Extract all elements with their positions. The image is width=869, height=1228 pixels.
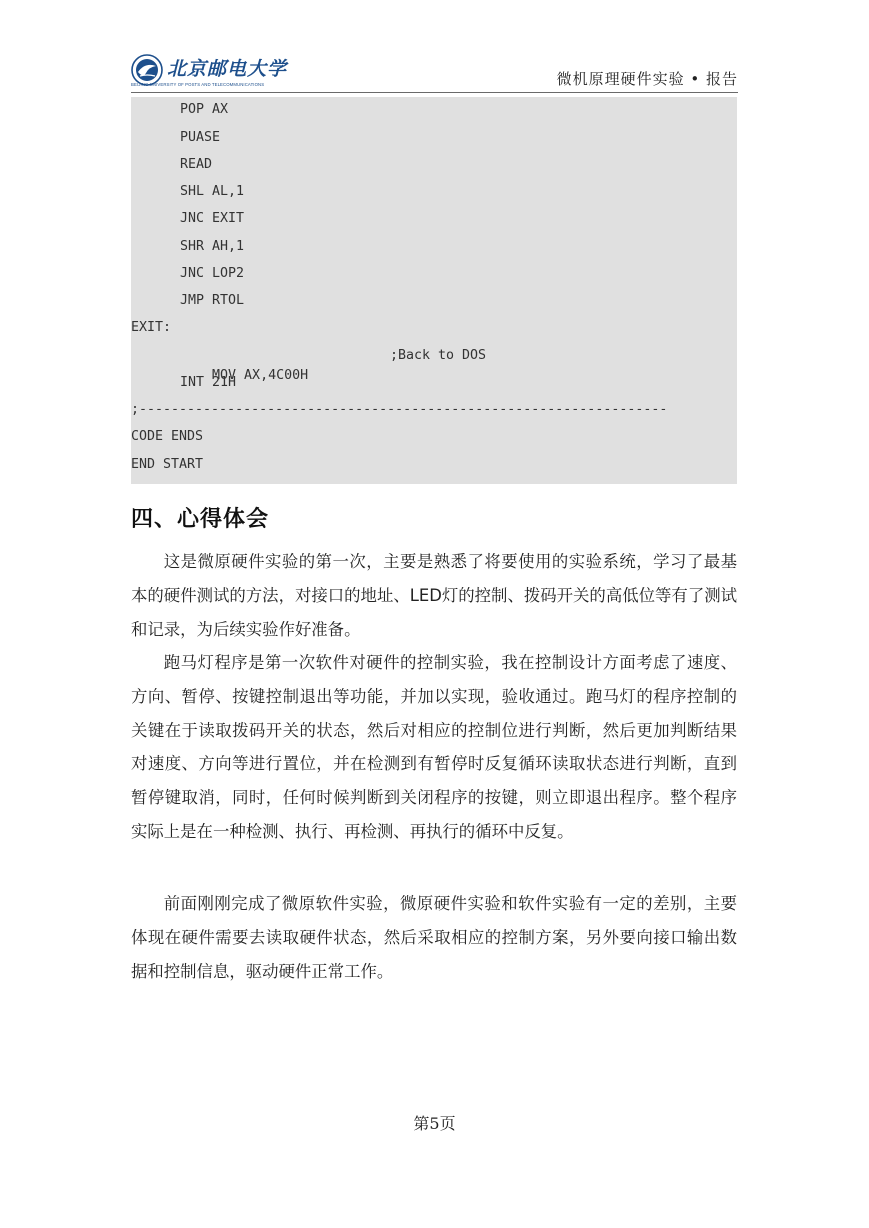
university-name: 北京邮电大学 <box>167 58 288 80</box>
page-header <box>131 50 738 93</box>
paragraph: 前面刚刚完成了微原软件实验，微原硬件实验和软件实验有一定的差别，主要体现在硬件需要去读取硬件状态，然后采取相应的控制方案，另外要向接口输出数据和控制信息，驱动硬件正常工作。 <box>131 894 737 981</box>
code-instruction: MOV AX,4C00H <box>212 368 309 383</box>
code-listing <box>131 97 737 484</box>
report-title: 微机原理硬件实验 • 报告 <box>556 70 738 88</box>
code-line: SHL AL,1 <box>180 184 245 199</box>
page-number: 第5页 <box>413 1114 456 1133</box>
code-line: SHR AH,1 <box>180 239 245 254</box>
code-line: END START <box>131 457 204 472</box>
university-logo <box>131 54 316 88</box>
code-line: JNC LOP2 <box>180 266 245 281</box>
code-line: CODE ENDS <box>131 429 204 444</box>
code-line: PUASE <box>180 130 221 145</box>
code-line: JMP RTOL <box>180 293 245 308</box>
university-english-name: BEIJING UNIVERSITY OF POSTS AND TELECOMMUNICATIONS <box>131 82 265 87</box>
code-line: INT 21H <box>180 375 237 390</box>
paragraph: 跑马灯程序是第一次软件对硬件的控制实验，我在控制设计方面考虑了速度、方向、暂停、按键控制退出等功能，并加以实现，验收通过。跑马灯的程序控制的关键在于读取拨码开关的状态，然后对相应的控制位进行判断，然后更加判断结果对速度、方向等进行置位，并在检测到有暂停时反复循环读取状态进行判断，直到暂停键取消，同时，任何时候判断到关闭程序的按键，则立即退出程序。整个程序实际上是在一种检测、执行、再检测、再执行的循环中反复。 <box>131 653 737 841</box>
paragraph: 这是微原硬件实验的第一次，主要是熟悉了将要使用的实验系统，学习了最基本的硬件测试的方法，对接口的地址、LED灯的控制、拨码开关的高低位等有了测试和记录，为后续实验作好准备。 <box>131 552 737 639</box>
code-line: POP AX <box>180 102 229 117</box>
code-label: EXIT: <box>131 320 172 335</box>
section-heading: 四、心得体会 <box>131 507 270 532</box>
code-comment: ;Back to DOS <box>390 348 487 363</box>
code-line: JNC EXIT <box>180 211 245 226</box>
code-line: READ <box>180 157 213 172</box>
code-comment-divider: ;------------------------------------------------------------------ <box>131 402 668 417</box>
